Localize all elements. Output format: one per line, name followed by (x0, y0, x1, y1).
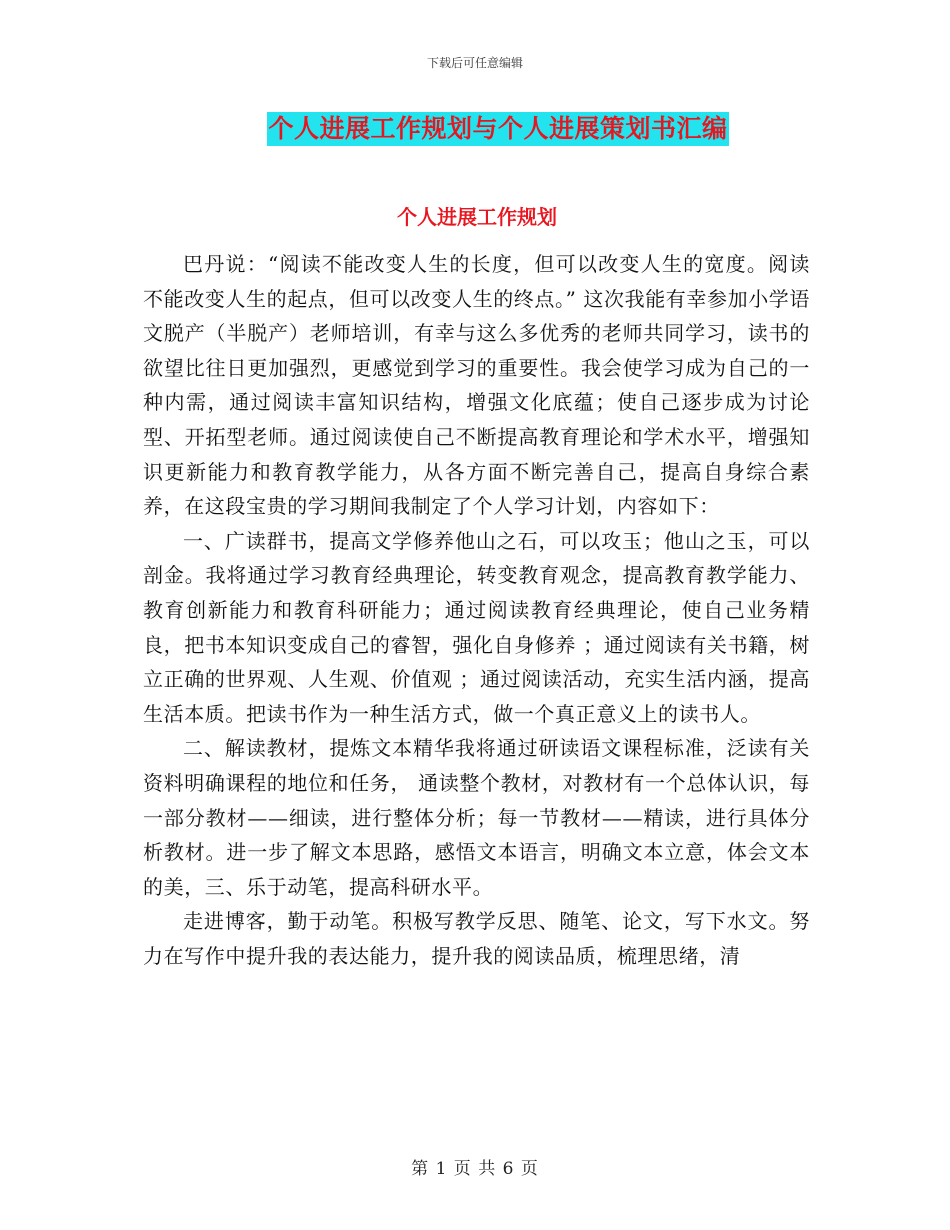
page-number-footer: 第 1 页 共 6 页 (411, 1159, 539, 1179)
section-title: 个人进展工作规划 (397, 205, 557, 229)
document-body (143, 247, 810, 973)
page-header-note: 下载后可任意编辑 (426, 56, 523, 70)
paragraph-textbook: 二、解读教材，提炼文本精华我将通过研读语文课程标准，泛读有关资料明确课程的地位和任务， 通读整个教材，对教材有一个总体认识，每一部分教材——细读，进行整体分析；每一节教材——精读，进行具体分析教材。进一步了解文本思路，感悟文本语言，明确文本立意，体会文本的美，三、乐于动笔，提高科研水平。 (143, 736, 810, 899)
paragraph-intro: 巴丹说：“阅读不能改变人生的长度，但可以改变人生的宽度。阅读不能改变人生的起点，但可以改变人生的终点。” 这次我能有幸参加小学语文脱产（半脱产）老师培训，有幸与这么多优秀的老师共同学习，读书的欲望比往日更加强烈，更感觉到学习的重要性。我会使学习成为自己的一种内需，通过阅读丰富知识结构，增强文化底蕴；使自己逐步成为讨论型、开拓型老师。通过阅读使自己不断提高教育理论和学术水平，增强知识更新能力和教育教学能力，从各方面不断完善自己，提高自身综合素养，在这段宝贵的学习期间我制定了个人学习计划，内容如下： (143, 252, 810, 519)
main-title-container (0, 112, 950, 146)
paragraph-writing: 走进博客，勤于动笔。积极写教学反思、随笔、论文，写下水文。努力在写作中提升我的表达能力，提升我的阅读品质，梳理思绪，清 (143, 909, 810, 968)
main-title: 个人进展工作规划与个人进展策划书汇编 (267, 112, 728, 146)
paragraph-reading: 一、广读群书，提高文学修养他山之石，可以攻玉；他山之玉，可以剖金。我将通过学习教育经典理论，转变教育观念，提高教育教学能力、教育创新能力和教育科研能力；通过阅读教育经典理论，使自己业务精良，把书本知识变成自己的睿智，强化自身修养 ；通过阅读有关书籍，树立正确的世界观、人生观、价值观 ；通过阅读活动，充实生活内涵，提高生活本质。把读书作为一种生活方式，做一个真正意义上的读书人。 (143, 528, 810, 726)
